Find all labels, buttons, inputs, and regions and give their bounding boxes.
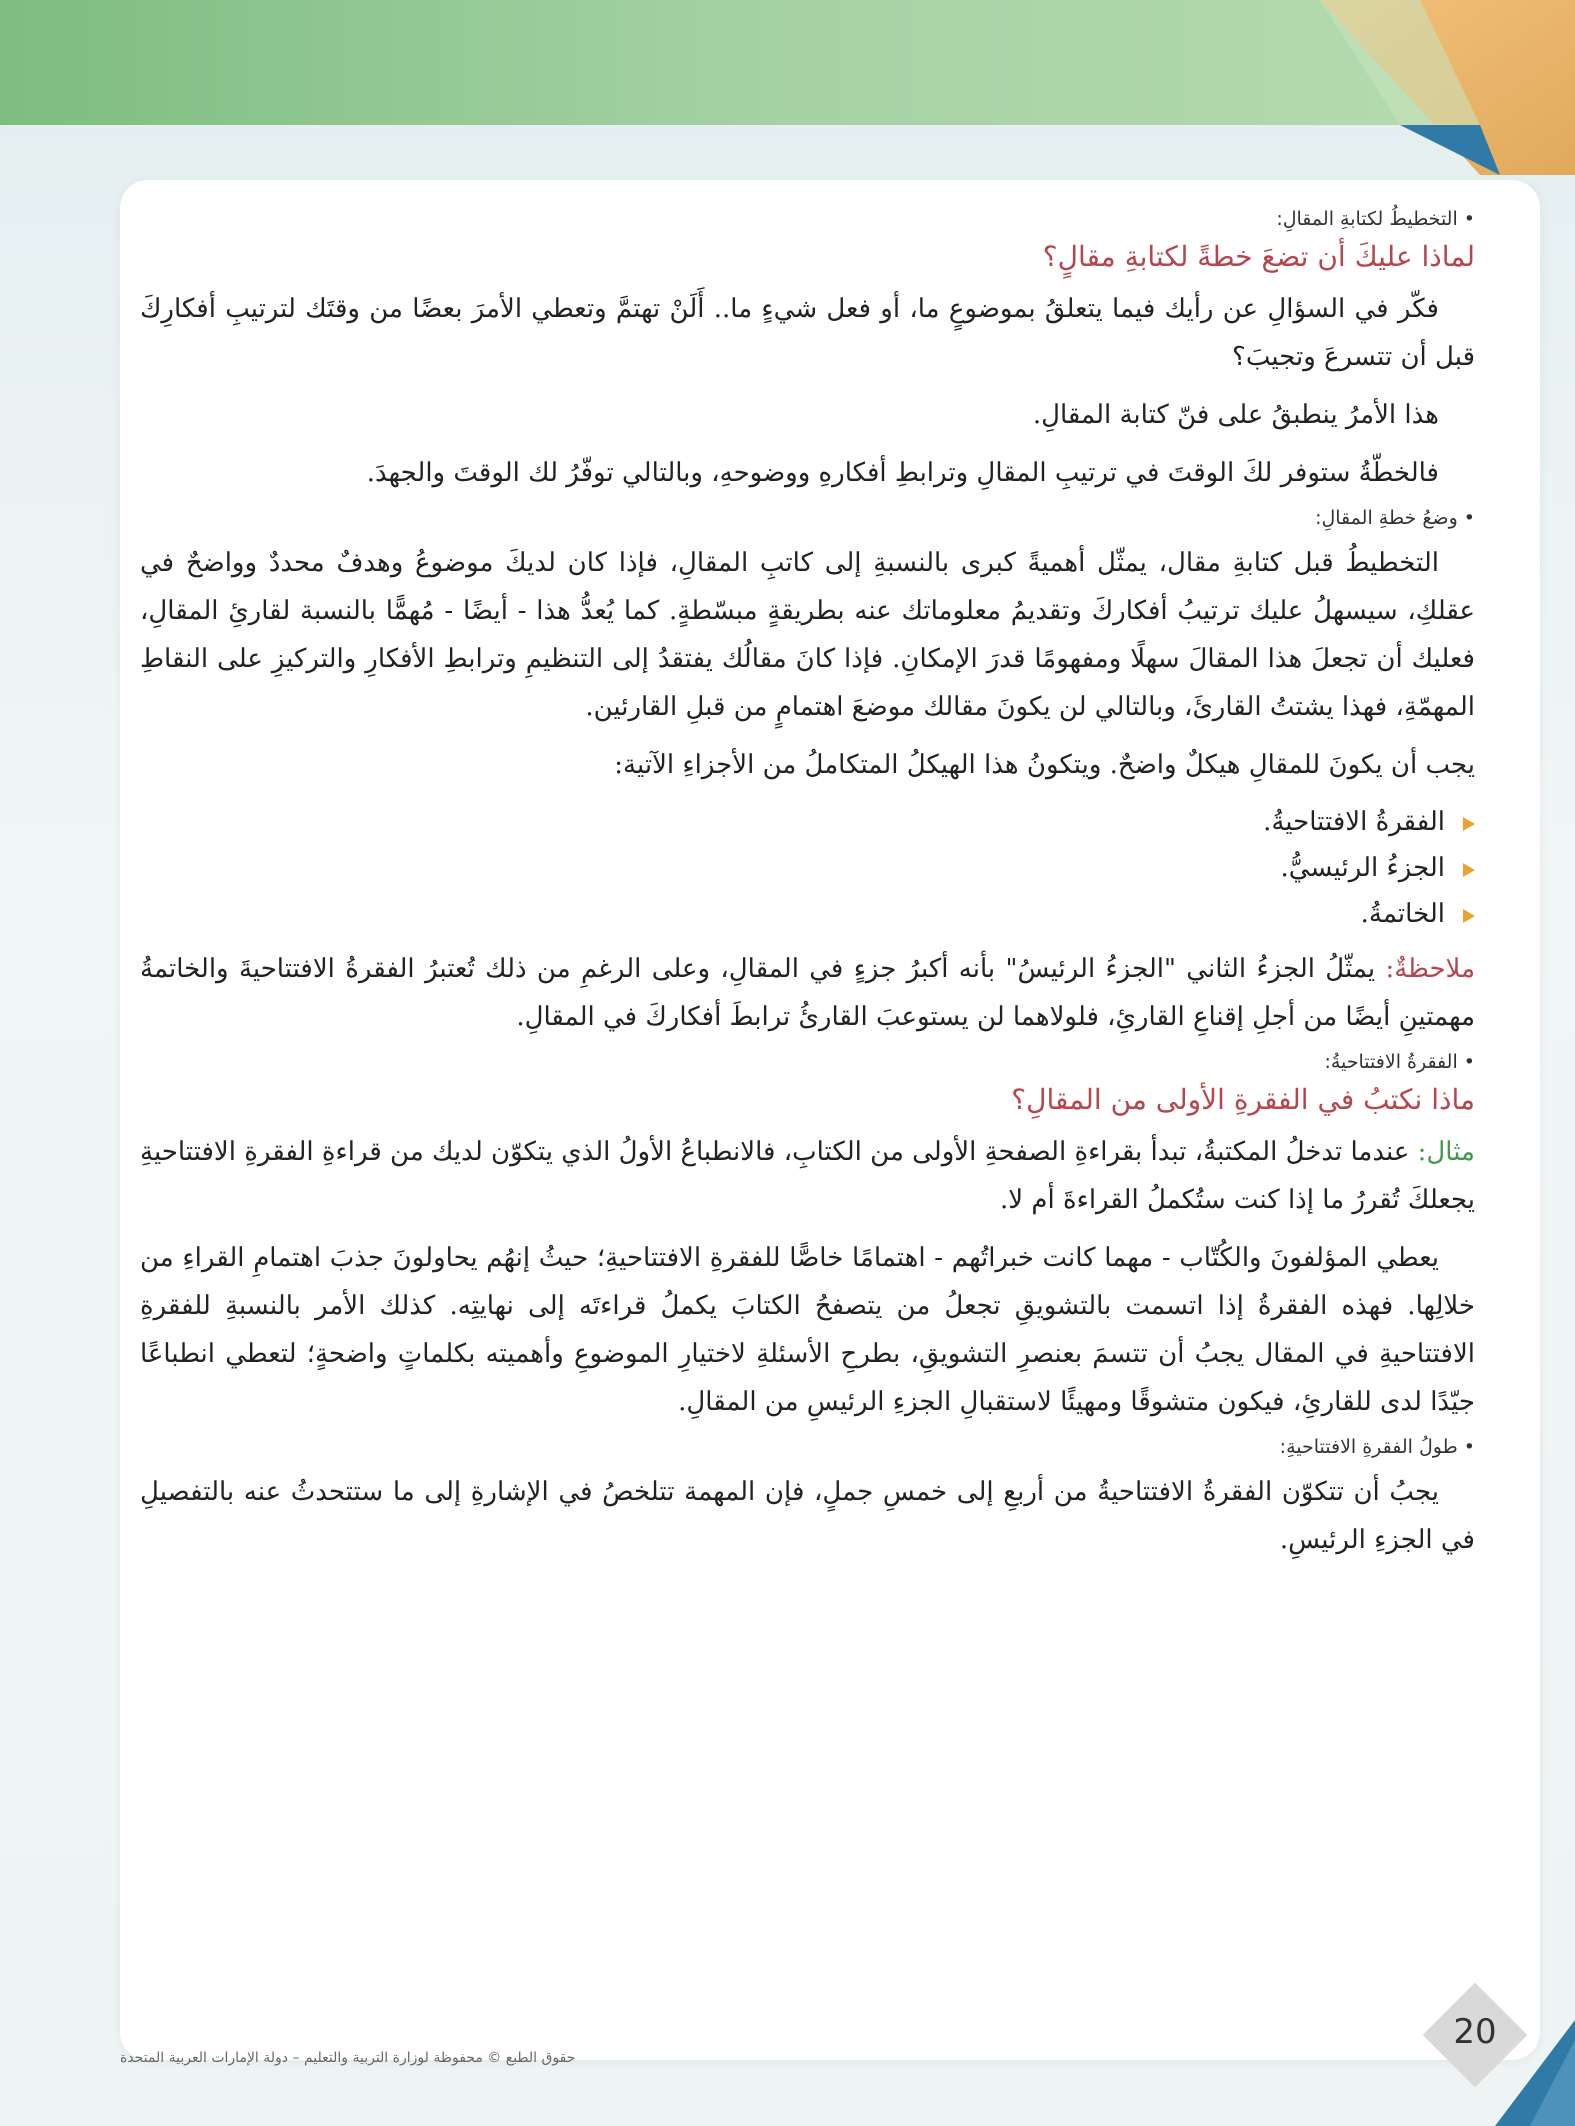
opening-heading: • الفقرةُ الافتتاحيةُ: bbox=[140, 1051, 1475, 1073]
plan-paragraph-2: يجب أن يكونَ للمقالِ هيكلٌ واضحٌ. ويتكونُ هذا الهيكلُ المتكاملُ من الأجزاءِ الآتية: bbox=[614, 750, 1475, 780]
planning-heading: • التخطيطُ لكتابةِ المقالِ: bbox=[140, 208, 1475, 230]
list-item bbox=[140, 891, 1475, 937]
article-content bbox=[140, 200, 1475, 1574]
length-heading: • طولُ الفقرةِ الافتتاحيةِ: bbox=[140, 1436, 1475, 1458]
list-item-text: الجزءُ الرئيسيُّ. bbox=[1280, 853, 1445, 883]
opening-question: ماذا نكتبُ في الفقرةِ الأولى من المقالِ؟ bbox=[1011, 1083, 1475, 1116]
list-item-text: الفقرةُ الافتتاحيةُ. bbox=[1263, 807, 1445, 837]
page-number: 20 bbox=[1453, 2012, 1497, 2052]
triangle-bullet-icon bbox=[1463, 817, 1475, 831]
why-paragraph-1: فكّر في السؤالِ عن رأيك فيما يتعلقُ بموضوعٍ ما، أو فعل شيءٍ ما.. أَلَنْ تهتمَّ وتعطي الأمرَ بعضًا من وقتَك لترتيبِ أفكارِكَ قبل أن تتسرعَ وتجيبَ؟ bbox=[140, 294, 1475, 372]
copyright-footer: حقوق الطبع © محفوظة لوزارة التربية والتعليم – دولة الإمارات العربية المتحدة bbox=[120, 2050, 576, 2066]
length-paragraph: يجبُ أن تتكوّن الفقرةُ الافتتاحيةُ من أربعِ إلى خمسِ جملٍ، فإن المهمة تتلخصُ في الإشارةِ إلى ما ستتحدثُ عنه بالتفصيلِ في الجزءِ الرئيسِ. bbox=[140, 1477, 1475, 1555]
why-paragraph-3: فالخطّةُ ستوفر لكَ الوقتَ في ترتيبِ المقالِ وترابطِ أفكارهِ ووضوحهِ، وبالتالي توفّرُ لك الوقتَ والجهدَ. bbox=[366, 458, 1439, 488]
why-plan-question: لماذا عليكَ أن تضعَ خطةً لكتابةِ مقالٍ؟ bbox=[1042, 240, 1475, 273]
list-item bbox=[140, 845, 1475, 891]
top-banner bbox=[0, 0, 1575, 175]
plan-paragraph-1: التخطيطُ قبل كتابةِ مقال، يمثّل أهميةً كبرى بالنسبةِ إلى كاتبِ المقالِ، فإذا كان لديكَ موضوعُ وهدفٌ محددٌ وواضحٌ في عقلكِ، سيسهلُ عليك ترتيبُ أفكاركَ وتقديمُ معلوماتك عنه بطريقةٍ مبسّطةٍ. كما يُعدُّ هذا - أيضًا - مُهمًّا بالنسبة لقارئِ المقالِ، فعليك أن تجعلَ هذا المقالَ سهلًا ومفهومًا قدرَ الإمكانِ. فإذا كانَ مقالُك يفتقدُ إلى التنظيمِ وترابطِ الأفكارِ والتركيزِ على النقاطِ المهمّةِ، فهذا يشتتُ القارئَ، وبالتالي لن يكونَ مقالك موضعَ اهتمامٍ من قبلِ القارئين. bbox=[140, 548, 1475, 722]
example-paragraph bbox=[140, 1128, 1475, 1224]
corner-decoration bbox=[1475, 2020, 1575, 2126]
list-item bbox=[140, 799, 1475, 845]
essay-parts-list bbox=[140, 799, 1475, 937]
plan-heading: • وضعُ خطةِ المقالِ: bbox=[140, 507, 1475, 529]
why-paragraph-2: هذا الأمرُ ينطبقُ على فنّ كتابة المقالِ. bbox=[1032, 400, 1439, 430]
example-label: مثال: bbox=[1417, 1137, 1475, 1167]
list-item-text: الخاتمةُ. bbox=[1360, 899, 1445, 929]
opening-paragraph-2: يعطي المؤلفونَ والكُتّاب - مهما كانت خبراتُهم - اهتمامًا خاصًّا للفقرةِ الافتتاحيةِ؛ حيثُ إنهُم يحاولونَ جذبَ اهتمامِ القراءِ من خلالِها. فهذه الفقرةُ إذا اتسمت بالتشويقِ تجعلُ من يتصفحُ الكتابَ يكملُ قراءتَه إلى نهايتِه. كذلك الأمر بالنسبةِ للفقرةِ الافتتاحيةِ في المقال يجبُ أن تتسمَ بعنصرِ التشويقِ، بطرحِ الأسئلةِ لاختيارِ الموضوعِ وأهميته بكلماتٍ واضحةٍ؛ لتعطي انطباعًا جيّدًا لدى للقارئِ، فيكون متشوقًا ومهيئًا لاستقبالِ الجزءِ الرئيسِ من المقالِ. bbox=[140, 1243, 1475, 1417]
note-text: يمثّلُ الجزءُ الثاني "الجزءُ الرئيسُ" بأنه أكبرُ جزءٍ في المقالِ، وعلى الرغمِ من ذلك تُعتبرُ الفقرةُ الافتتاحيةَ والخاتمةُ مهمتينِ أيضًا من أجلِ إقناعِ القارئِ، فلولاهما لن يستوعبَ القارئُ ترابطَ أفكاركَ في المقالِ. bbox=[140, 954, 1475, 1032]
triangle-bullet-icon bbox=[1463, 863, 1475, 877]
note-label: ملاحظةٌ: bbox=[1385, 954, 1475, 984]
banner-shapes bbox=[0, 0, 1575, 175]
triangle-bullet-icon bbox=[1463, 909, 1475, 923]
example-text: عندما تدخلُ المكتبةُ، تبدأ بقراءةِ الصفحةِ الأولى من الكتابِ، فالانطباعُ الأولُ الذي يتكوّن لديك من قراءةِ الفقرةِ الافتتاحيةِ يجعلكَ تُقررُ ما إذا كنت ستُكملُ القراءةَ أم لا. bbox=[140, 1137, 1475, 1215]
note-paragraph bbox=[140, 945, 1475, 1041]
